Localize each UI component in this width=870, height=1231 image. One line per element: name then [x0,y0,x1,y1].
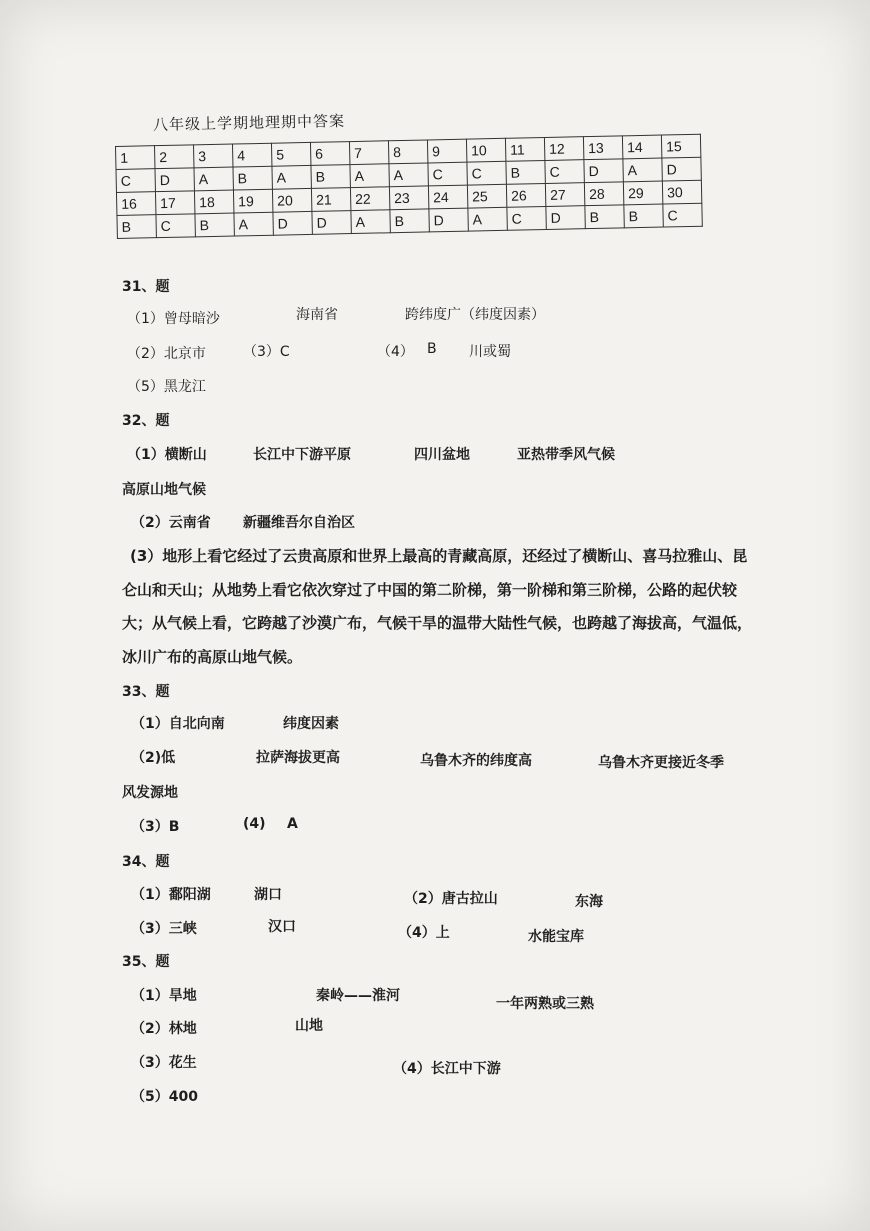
q33-answer-2: （2)低 [131,750,176,766]
q33-answer-1: （1）自北向南 [131,716,225,732]
answer-table-cell: C [467,161,506,185]
answer-table-cell: B [117,215,156,239]
q35-answer-2b: 山地 [295,1018,323,1034]
q35-answer-1c: 一年两熟或三熟 [496,996,594,1012]
answer-table-cell: B [624,204,663,228]
answer-table-cell: 26 [506,183,545,207]
answer-table-cell: C [116,169,155,193]
q33-answer-4b: A [287,816,298,832]
q32-answer-2: （2）云南省 [131,515,211,531]
answer-table-cell: B [311,165,350,189]
answer-table-cell: 13 [583,136,622,160]
answer-table-cell: 3 [193,144,232,168]
answer-table-cell: 28 [584,182,623,206]
q33-heading: 33、题 [122,684,170,700]
answer-table-cell: D [155,168,194,192]
q32-answer-1b: 长江中下游平原 [253,447,351,463]
q31-answer-2: （2）北京市 [127,346,206,362]
q34-answer-3b: 汉口 [268,919,296,935]
answer-table-cell: 23 [389,186,428,210]
answer-table [115,134,703,239]
answer-table-cell: 15 [661,134,700,158]
answer-table-cell: B [195,213,234,237]
answer-table-cell: A [351,210,390,234]
q34-answer-4: （4）上 [398,925,450,941]
q32-answer-1c: 四川盆地 [414,447,470,463]
answer-table-cell: 24 [428,185,467,209]
answer-table-cell: A [350,164,389,188]
page-title: 八年级上学期地理期中答案 [152,111,346,135]
answer-table-cell: C [663,203,702,227]
answer-table-cell: A [272,165,311,189]
q31-answer-1c: 跨纬度广（纬度因素） [405,307,545,323]
q33-answer-2d: 乌鲁木齐更接近冬季 [598,755,724,771]
answer-table-cell: 7 [349,141,388,165]
answer-table-cell: 1 [116,146,155,170]
q31-heading: 31、题 [122,279,170,295]
answer-table-cell: 21 [311,188,350,212]
q35-answer-3: （3）花生 [131,1055,197,1071]
answer-table-cell: 11 [505,138,544,162]
q34-answer-3: （3）三峡 [131,921,197,937]
answer-table-cell: D [312,211,351,235]
answer-table-cell: 9 [427,139,466,163]
answer-table-cell: 4 [232,143,271,167]
answer-table-cell: 30 [662,180,701,204]
q34-answer-1: （1）鄱阳湖 [131,887,211,903]
answer-table-cell: A [389,163,428,187]
q33-answer-4: (4) [243,816,266,832]
answer-table-cell: C [428,162,467,186]
answer-table-cell: C [545,160,584,184]
answer-table-cell: A [234,212,273,236]
answer-table-cell: 20 [272,188,311,212]
answer-table-cell: 17 [155,191,194,215]
q32-answer-1: （1）横断山 [127,447,207,463]
q32-answer-1d: 亚热带季风气候 [517,447,615,463]
q32-answer-1e: 高原山地气候 [122,482,206,498]
q34-answer-1b: 湖口 [254,887,282,903]
answer-table-cell: B [390,209,429,233]
answer-table-cell: 16 [116,192,155,216]
answer-table-cell: 5 [271,142,310,166]
answer-table-cell: 19 [233,189,272,213]
q33-answer-2c: 乌鲁木齐的纬度高 [420,753,532,769]
answer-table-cell: 29 [623,181,662,205]
q33-answer-1b: 纬度因素 [283,716,339,732]
q33-answer-2b: 拉萨海拔更高 [256,750,340,766]
q35-answer-5: （5）400 [131,1089,198,1105]
q32-answer-2b: 新疆维吾尔自治区 [243,515,355,531]
q31-answer-4: （4） [377,344,414,360]
answer-table-cell: A [623,158,662,182]
q31-answer-1b: 海南省 [296,307,338,323]
answer-table-cell: 22 [350,187,389,211]
answer-table-cell: C [507,206,546,230]
answer-table-cell: D [429,208,468,232]
q32-answer-3-paragraph: (3）地形上看它经过了云贵高原和世界上最高的青藏高原，还经过了横断山、喜马拉雅山、昆仑山和天山；从地势上看它依次穿过了中国的第二阶梯，第一阶梯和第三阶梯，公路的起伏较大；从气候上看，它跨越了沙漠广布，气候干旱的温带大陆性气候，也跨越了海拔高，气温低，冰川广布的高原山地气候。 [122,547,753,666]
answer-table-cell: 25 [467,184,506,208]
q35-answer-1b: 秦岭——淮河 [316,988,400,1004]
answer-table-cell: D [273,211,312,235]
q35-answer-2: （2）林地 [131,1021,197,1037]
answer-table-cell: A [468,207,507,231]
q35-answer-1: （1）旱地 [131,988,197,1004]
answer-table-cell: A [194,167,233,191]
answer-table-cell: 27 [545,183,584,207]
answer-table-cell: B [585,205,624,229]
answer-table-cell: 18 [194,190,233,214]
answer-table-cell: D [662,157,701,181]
q34-answer-4b: 水能宝库 [528,929,584,945]
q35-heading: 35、题 [122,954,170,970]
q34-answer-2b: 东海 [575,894,603,910]
answer-table-cell: C [156,214,195,238]
answer-table-cell: 8 [388,140,427,164]
q34-answer-2: （2）唐古拉山 [404,891,498,907]
q31-answer-5: （5）黑龙江 [127,379,206,395]
answer-table-cell: 12 [544,137,583,161]
q33-answer-3: （3）B [131,819,180,835]
q31-answer-3: （3）C [243,344,290,360]
answer-table-cell: 6 [310,142,349,166]
q32-heading: 32、题 [122,413,170,429]
answer-table-cell: 2 [155,145,194,169]
q34-heading: 34、题 [122,854,170,870]
answer-table-cell: B [506,161,545,185]
q35-answer-4: （4）长江中下游 [393,1061,501,1077]
q31-answer-4b: B [427,341,437,357]
answer-table-cell: B [233,166,272,190]
q31-answer-1: （1）曾母暗沙 [127,311,220,327]
answer-table-cell: D [546,206,585,230]
q33-answer-2e: 风发源地 [122,785,178,801]
q31-answer-4c: 川或蜀 [469,344,511,360]
answer-table-cell: D [584,159,623,183]
answer-table-cell: 10 [466,138,505,162]
answer-table-cell: 14 [622,135,661,159]
